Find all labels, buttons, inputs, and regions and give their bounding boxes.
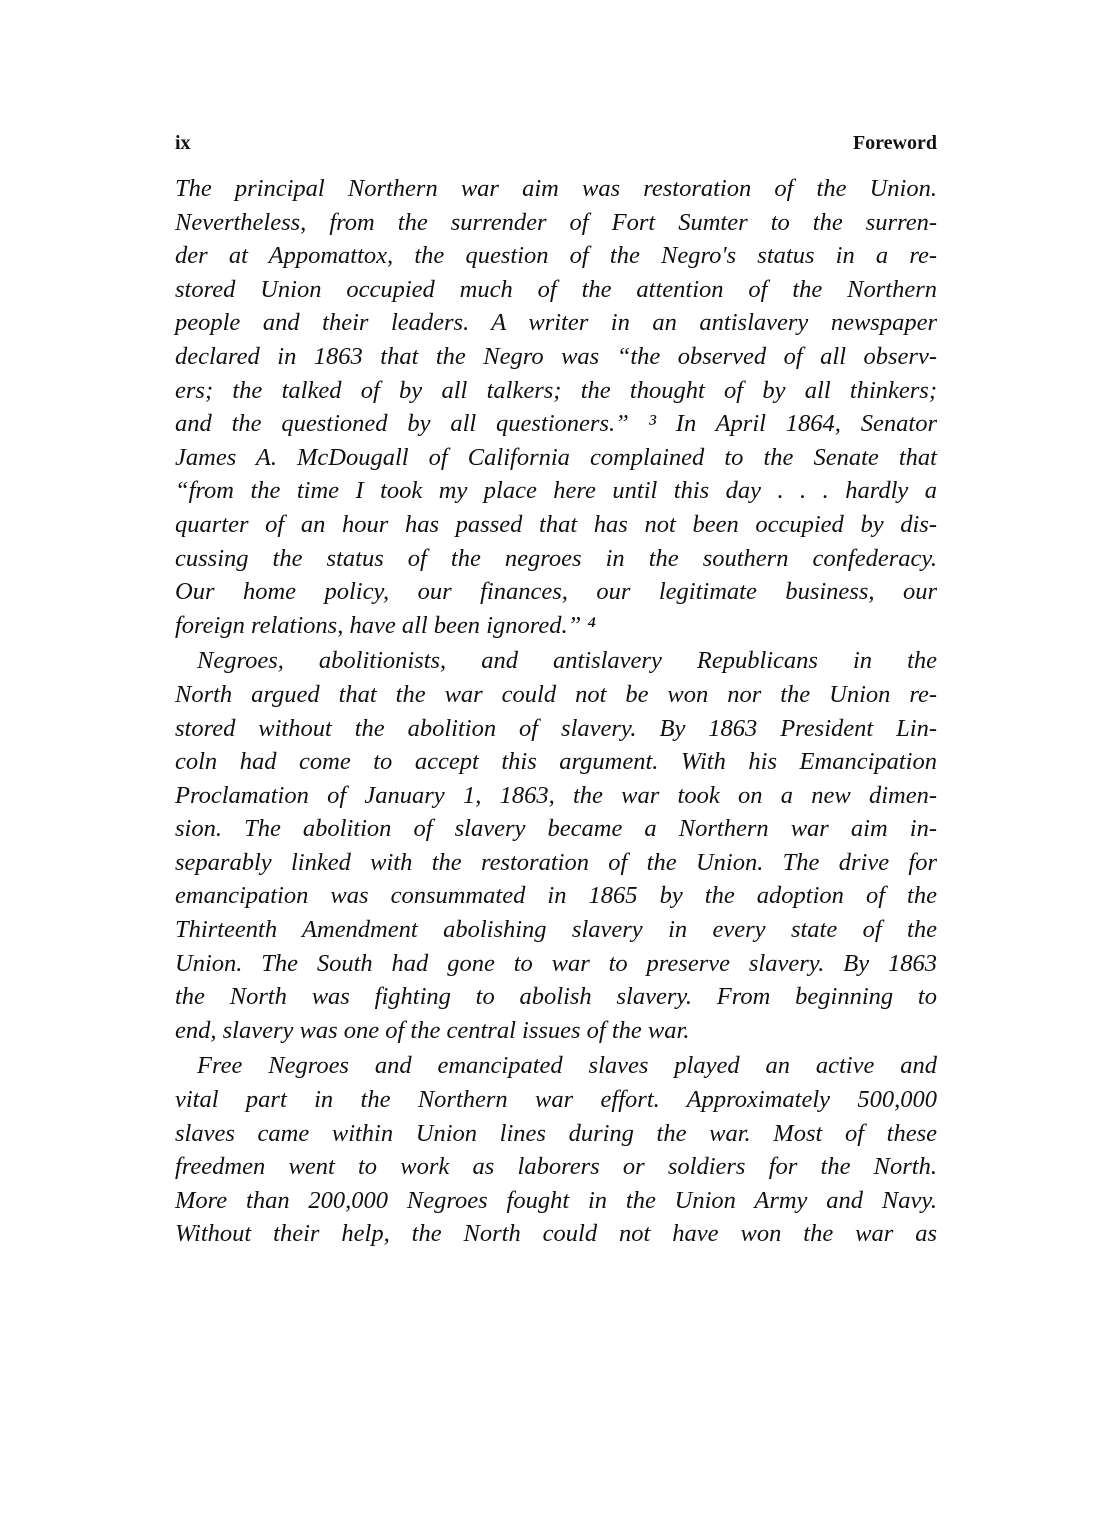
text-line: James A. McDougall of California complained to the Senate that bbox=[175, 443, 937, 471]
text-line: Negroes, abolitionists, and antislavery Republicans in the bbox=[197, 647, 937, 675]
text-line: Union. The South had gone to war to preserve slavery. By 1863 bbox=[175, 949, 937, 977]
text-line: quarter of an hour has passed that has not been occupied by dis- bbox=[175, 510, 937, 538]
text-line: North argued that the war could not be won nor the Union re- bbox=[175, 680, 937, 708]
text-line: people and their leaders. A writer in an antislavery newspaper bbox=[175, 309, 937, 337]
page-number: ix bbox=[175, 132, 191, 154]
text-line: cussing the status of the negroes in the southern confederacy. bbox=[175, 544, 937, 572]
text-line: Without their help, the North could not have won the war as bbox=[175, 1220, 937, 1248]
text-line: stored without the abolition of slavery. By 1863 President Lin- bbox=[175, 714, 937, 742]
text-line: Nevertheless, from the surrender of Fort Sumter to the surren- bbox=[175, 208, 937, 236]
text-line: sion. The abolition of slavery became a Northern war aim in- bbox=[175, 815, 937, 843]
body-text bbox=[175, 172, 937, 1251]
text-line: end, slavery was one of the central issues of the war. bbox=[175, 1016, 690, 1044]
text-line: Our home policy, our finances, our legitimate business, our bbox=[175, 578, 937, 606]
text-line: Proclamation of January 1, 1863, the war took on a new dimen- bbox=[175, 781, 937, 809]
text-line: freedmen went to work as laborers or soldiers for the North. bbox=[175, 1153, 937, 1181]
text-line: “from the time I took my place here until this day . . . hardly a bbox=[175, 477, 937, 505]
text-line: vital part in the Northern war effort. Approximately 500,000 bbox=[175, 1086, 937, 1114]
text-line: emancipation was consummated in 1865 by the adoption of the bbox=[175, 882, 937, 910]
text-line: More than 200,000 Negroes fought in the Union Army and Navy. bbox=[175, 1186, 937, 1214]
paragraph bbox=[175, 644, 937, 1047]
text-line: The principal Northern war aim was restoration of the Union. bbox=[175, 175, 937, 202]
paragraph bbox=[175, 1049, 937, 1251]
text-line: the North was fighting to abolish slavery. From beginning to bbox=[175, 983, 937, 1011]
text-line: der at Appomattox, the question of the Negro's status in a re- bbox=[175, 242, 937, 270]
text-line: coln had come to accept this argument. With his Emancipation bbox=[175, 748, 937, 776]
text-line: Free Negroes and emancipated slaves played an active and bbox=[197, 1052, 937, 1080]
text-line: separably linked with the restoration of the Union. The drive for bbox=[175, 848, 937, 876]
text-line: Thirteenth Amendment abolishing slavery in every state of the bbox=[175, 916, 937, 944]
text-line: declared in 1863 that the Negro was “the observed of all observ- bbox=[175, 342, 937, 370]
paragraph bbox=[175, 172, 937, 642]
running-title: Foreword bbox=[852, 132, 937, 154]
text-line: slaves came within Union lines during the war. Most of these bbox=[175, 1119, 937, 1147]
text-line: foreign relations, have all been ignored.” ⁴ bbox=[175, 611, 596, 639]
text-line: and the questioned by all questioners.” ³ In April 1864, Senator bbox=[175, 410, 937, 438]
text-line: stored Union occupied much of the attention of the Northern bbox=[175, 275, 937, 303]
text-line: ers; the talked of by all talkers; the thought of by all thinkers; bbox=[175, 376, 937, 404]
running-header bbox=[175, 132, 937, 155]
